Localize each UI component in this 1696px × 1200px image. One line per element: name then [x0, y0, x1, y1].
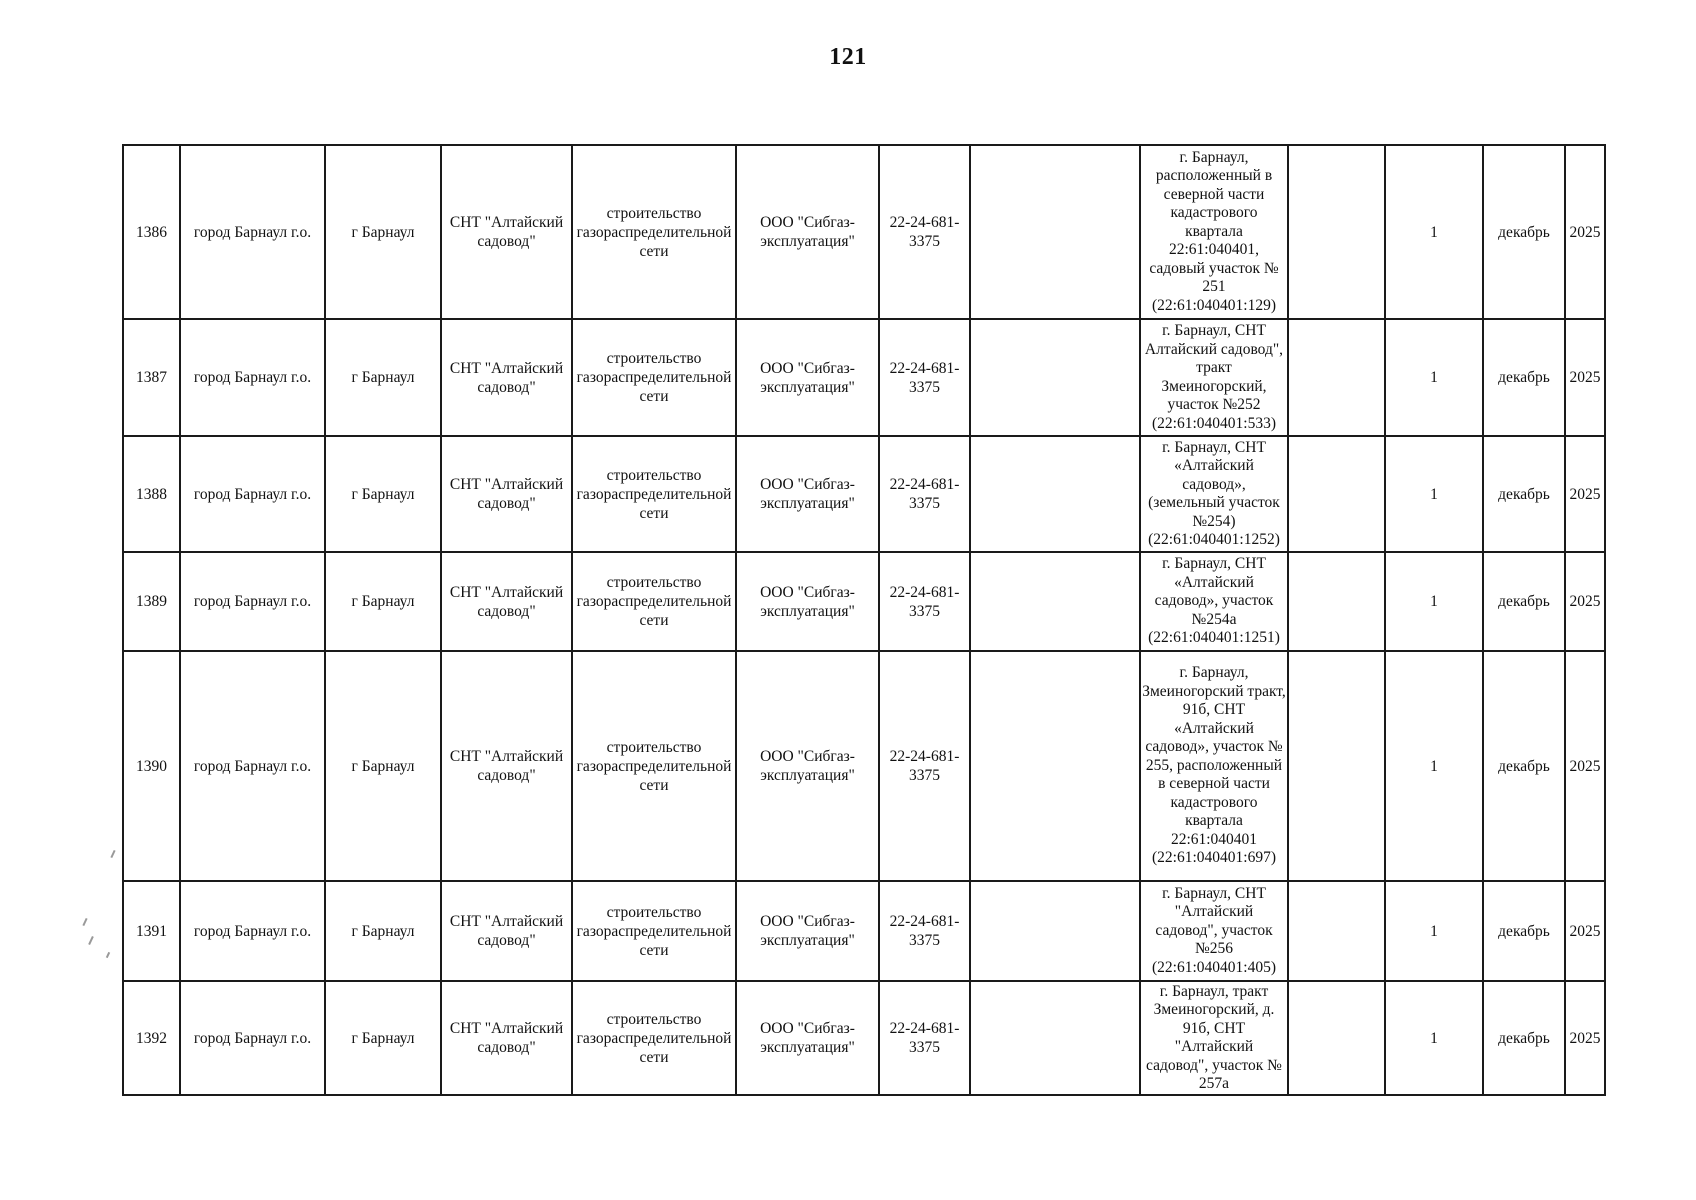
empty-cell: [970, 145, 1140, 319]
work-type-cell: строительство газораспределительной сети: [572, 319, 736, 436]
code-cell: 22-24-681-3375: [879, 881, 970, 981]
margin-mark: [82, 918, 87, 926]
year-cell: 2025: [1565, 319, 1605, 436]
quantity-cell: 1: [1385, 145, 1483, 319]
contractor-cell: ООО "Сибгаз-эксплуатация": [736, 981, 879, 1095]
address-cell: г. Барнаул, Змеиногорский тракт, 91б, СНТ «Алтайский садовод», участок № 255, расположенный в северной части кадастрового квартала 22:61:040401 (22:61:040401:697): [1140, 651, 1288, 881]
month-cell: декабрь: [1483, 881, 1565, 981]
organization-cell: СНТ "Алтайский садовод": [441, 436, 572, 552]
empty-cell: [1288, 881, 1385, 981]
address-cell: г. Барнаул, расположенный в северной части кадастрового квартала 22:61:040401, садовый участок № 251 (22:61:040401:129): [1140, 145, 1288, 319]
month-cell: декабрь: [1483, 981, 1565, 1095]
empty-cell: [970, 552, 1140, 651]
year-cell: 2025: [1565, 436, 1605, 552]
year-cell: 2025: [1565, 145, 1605, 319]
empty-cell: [970, 651, 1140, 881]
row-number-cell: 1386: [123, 145, 180, 319]
row-number-cell: 1392: [123, 981, 180, 1095]
month-cell: декабрь: [1483, 319, 1565, 436]
empty-cell: [1288, 552, 1385, 651]
table-row: [123, 145, 1605, 319]
month-cell: декабрь: [1483, 436, 1565, 552]
table-row: [123, 436, 1605, 552]
locality-cell: г Барнаул: [325, 981, 441, 1095]
table-row: [123, 651, 1605, 881]
contractor-cell: ООО "Сибгаз-эксплуатация": [736, 881, 879, 981]
month-cell: декабрь: [1483, 145, 1565, 319]
district-cell: город Барнаул г.о.: [180, 881, 325, 981]
empty-cell: [1288, 436, 1385, 552]
code-cell: 22-24-681-3375: [879, 552, 970, 651]
district-cell: город Барнаул г.о.: [180, 145, 325, 319]
organization-cell: СНТ "Алтайский садовод": [441, 145, 572, 319]
locality-cell: г Барнаул: [325, 145, 441, 319]
district-cell: город Барнаул г.о.: [180, 319, 325, 436]
empty-cell: [970, 319, 1140, 436]
registry-table: [122, 144, 1606, 1096]
work-type-cell: строительство газораспределительной сети: [572, 552, 736, 651]
empty-cell: [1288, 981, 1385, 1095]
work-type-cell: строительство газораспределительной сети: [572, 436, 736, 552]
quantity-cell: 1: [1385, 651, 1483, 881]
locality-cell: г Барнаул: [325, 319, 441, 436]
empty-cell: [1288, 145, 1385, 319]
table-row: [123, 881, 1605, 981]
row-number-cell: 1390: [123, 651, 180, 881]
month-cell: декабрь: [1483, 651, 1565, 881]
quantity-cell: 1: [1385, 981, 1483, 1095]
address-cell: г. Барнаул, СНТ "Алтайский садовод", участок №256 (22:61:040401:405): [1140, 881, 1288, 981]
contractor-cell: ООО "Сибгаз-эксплуатация": [736, 145, 879, 319]
margin-mark: [106, 952, 110, 958]
locality-cell: г Барнаул: [325, 436, 441, 552]
margin-mark: [88, 936, 94, 945]
organization-cell: СНТ "Алтайский садовод": [441, 319, 572, 436]
empty-cell: [1288, 651, 1385, 881]
year-cell: 2025: [1565, 881, 1605, 981]
page-number: 121: [829, 44, 867, 70]
table-row: [123, 319, 1605, 436]
district-cell: город Барнаул г.о.: [180, 552, 325, 651]
code-cell: 22-24-681-3375: [879, 436, 970, 552]
row-number-cell: 1389: [123, 552, 180, 651]
district-cell: город Барнаул г.о.: [180, 436, 325, 552]
quantity-cell: 1: [1385, 881, 1483, 981]
table-row: [123, 552, 1605, 651]
empty-cell: [1288, 319, 1385, 436]
locality-cell: г Барнаул: [325, 651, 441, 881]
row-number-cell: 1391: [123, 881, 180, 981]
empty-cell: [970, 436, 1140, 552]
row-number-cell: 1387: [123, 319, 180, 436]
quantity-cell: 1: [1385, 319, 1483, 436]
work-type-cell: строительство газораспределительной сети: [572, 651, 736, 881]
contractor-cell: ООО "Сибгаз-эксплуатация": [736, 436, 879, 552]
quantity-cell: 1: [1385, 552, 1483, 651]
margin-mark: [110, 850, 115, 858]
year-cell: 2025: [1565, 981, 1605, 1095]
contractor-cell: ООО "Сибгаз-эксплуатация": [736, 651, 879, 881]
work-type-cell: строительство газораспределительной сети: [572, 981, 736, 1095]
code-cell: 22-24-681-3375: [879, 319, 970, 436]
empty-cell: [970, 981, 1140, 1095]
code-cell: 22-24-681-3375: [879, 651, 970, 881]
year-cell: 2025: [1565, 552, 1605, 651]
organization-cell: СНТ "Алтайский садовод": [441, 881, 572, 981]
table-row: [123, 981, 1605, 1095]
month-cell: декабрь: [1483, 552, 1565, 651]
code-cell: 22-24-681-3375: [879, 981, 970, 1095]
work-type-cell: строительство газораспределительной сети: [572, 881, 736, 981]
empty-cell: [970, 881, 1140, 981]
contractor-cell: ООО "Сибгаз-эксплуатация": [736, 552, 879, 651]
row-number-cell: 1388: [123, 436, 180, 552]
organization-cell: СНТ "Алтайский садовод": [441, 552, 572, 651]
code-cell: 22-24-681-3375: [879, 145, 970, 319]
address-cell: г. Барнаул, тракт Змеиногорский, д. 91б, СНТ "Алтайский садовод", участок № 257а: [1140, 981, 1288, 1095]
address-cell: г. Барнаул, СНТ «Алтайский садовод», участок №254а (22:61:040401:1251): [1140, 552, 1288, 651]
address-cell: г. Барнаул, СНТ Алтайский садовод", тракт Змеиногорский, участок №252 (22:61:040401:533): [1140, 319, 1288, 436]
organization-cell: СНТ "Алтайский садовод": [441, 651, 572, 881]
locality-cell: г Барнаул: [325, 552, 441, 651]
locality-cell: г Барнаул: [325, 881, 441, 981]
organization-cell: СНТ "Алтайский садовод": [441, 981, 572, 1095]
year-cell: 2025: [1565, 651, 1605, 881]
address-cell: г. Барнаул, СНТ «Алтайский садовод», (земельный участок №254) (22:61:040401:1252): [1140, 436, 1288, 552]
district-cell: город Барнаул г.о.: [180, 981, 325, 1095]
quantity-cell: 1: [1385, 436, 1483, 552]
district-cell: город Барнаул г.о.: [180, 651, 325, 881]
work-type-cell: строительство газораспределительной сети: [572, 145, 736, 319]
contractor-cell: ООО "Сибгаз-эксплуатация": [736, 319, 879, 436]
